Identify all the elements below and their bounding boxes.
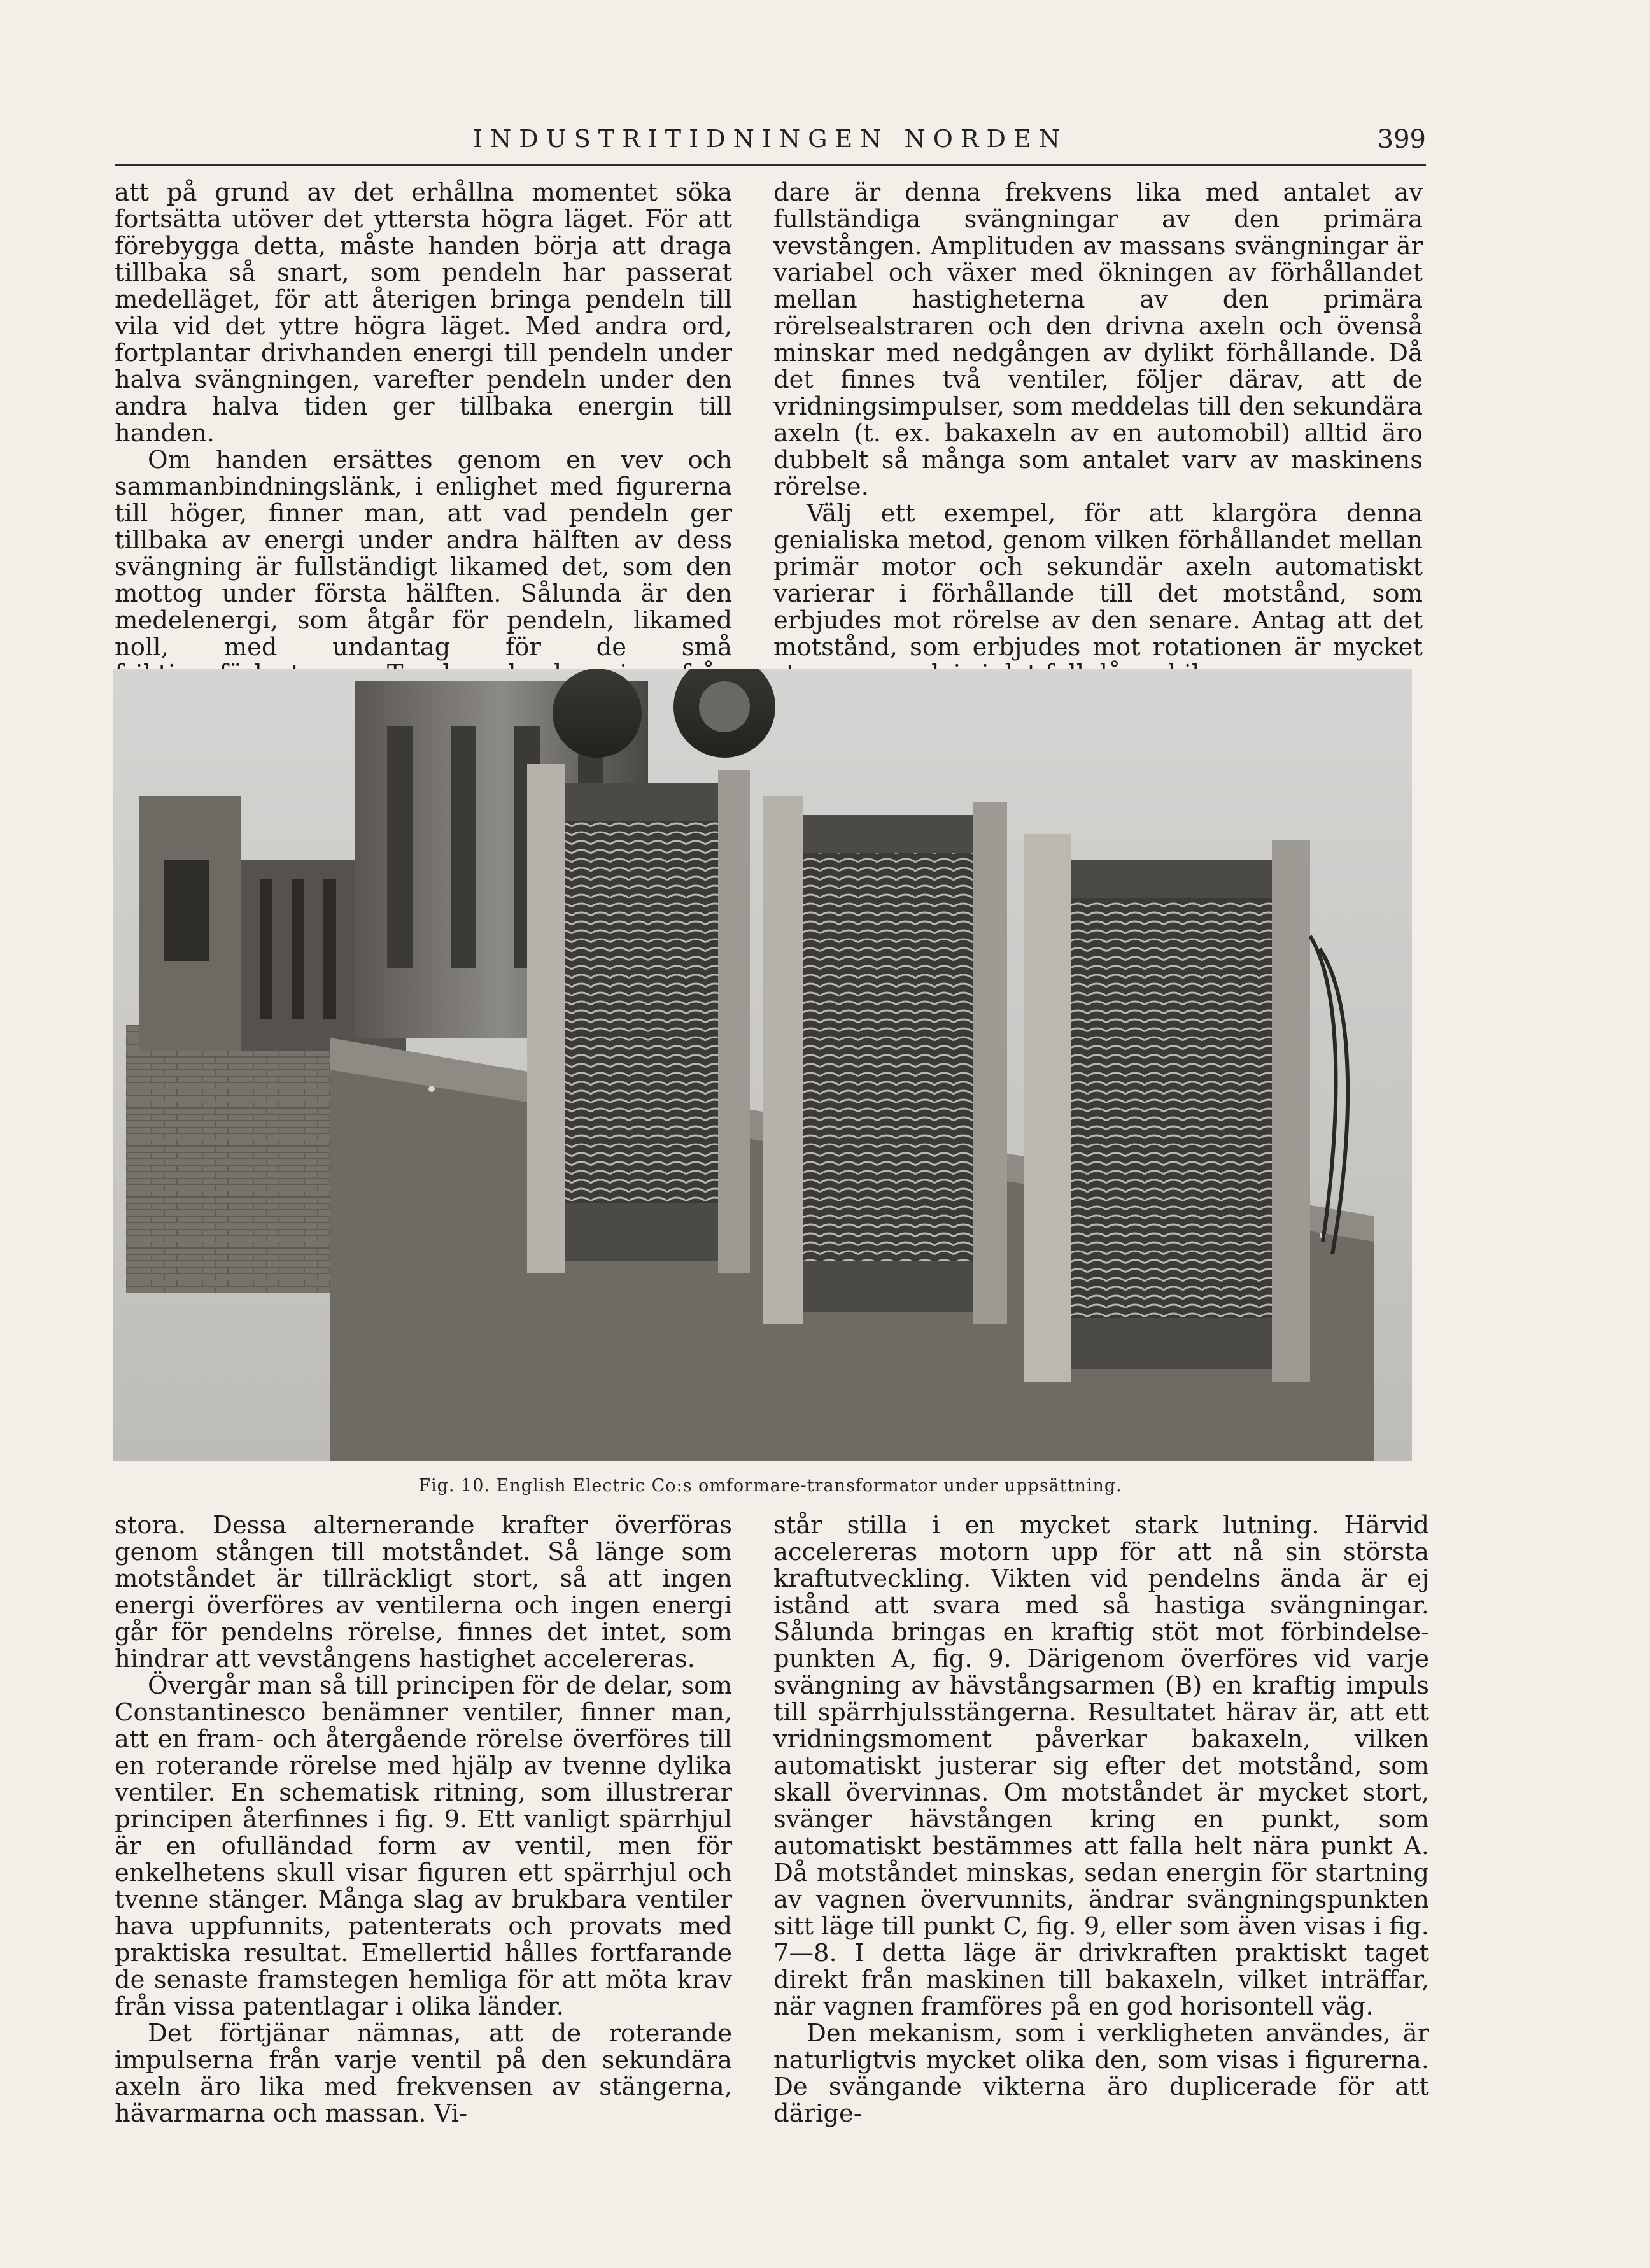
bottom-left-column [115, 1512, 732, 2127]
journal-title: INDUSTRITIDNINGEN NORDEN [473, 125, 1068, 153]
paragraph: Om handen ersättes genom en vev och sammanbindningslänk, i enlighet med figurerna till höger, finner man, att vad pendeln ger tillbaka av energi under andra hälften av dess svängning är fullständigt likamed det, som den mottog under första hälften. Sålunda är den medelenergi, som åtgår för pendeln, likamed noll, med undantag för de små [115, 446, 732, 662]
page-number: 399 [1377, 125, 1426, 154]
paragraph: dare är denna frekvens lika med antalet av fullständiga svängningar av den primära vevstången. Amplituden av massans svängningar är variabel och växer med ökningen av förhållandet mellan hastigheterna av den primära rörelsealstraren och den drivna axeln och övenså minskar med nedgången av dylikt förhållande. Då det finnes två ventiler, följer därav, att de vridningsimpulser, som meddelas till den sekundära axeln (t. ex. bakaxeln av en automobil) alltid äro dubbelt så många som antalet varv av maskinens rörelse. [773, 178, 1423, 501]
header-rule [115, 164, 1426, 166]
paragraph: Välj ett exempel, för att klargöra denna genialiska metod, genom vilken förhållandet mellan primär motor och sekundär axeln automatiskt varierar i förhållande till det motstånd, som erbjudes mot rörelse av den senare. Antag att det motstånd, som erbjudes mot rotationen är mycket [773, 499, 1423, 662]
top-right-column [773, 180, 1423, 688]
paragraph: att på grund av det erhållna momentet söka fortsätta utöver det yttersta högra läget. För att förebygga detta, måste handen börja att draga tillbaka så snart, som pendeln har passerat medelläget, för att återigen bringa pendeln till vila vid det yttre högra läget. Med andra ord, fortplantar drivhanden energi till pendeln under halva svängningen, varefter pendeln under den andra halva tiden ger tillbaka energin till handen. [115, 178, 732, 448]
figure-caption: Fig. 10. English Electric Co:s omformare-transformator under uppsättning. [418, 1476, 1122, 1496]
bottom-right-column [773, 1512, 1429, 2127]
paragraph: Det förtjänar nämnas, att de roterande impulserna från varje ventil på den sekundära axeln äro lika med frekvensen av stängerna, hävarmarna och massan. Vi- [115, 2019, 732, 2128]
paragraph: stora. Dessa alternerande krafter överföras genom stången till motståndet. Så länge som motståndet är tillräckligt stort, så att ingen energi överföres av ventilerna och ingen energi går för pendelns rörelse, finnes det intet, som hindrar att vevstångens hastighet accelereras. [115, 1511, 732, 1673]
paragraph: Övergår man så till principen för de delar, som Constantinesco benämner ventiler, finner man, att en fram- och återgående rörelse överföres till en roterande rörelse med hjälp av tvenne dylika ventiler. En schematisk ritning, som illustrerar principen återfinnes i fig. 9. Ett vanligt spärrhjul är en ofulländad form av ventil, men för enkelhetens skull visar figuren ett spärrhjul och tvenne stänger. Många slag av brukbara ventiler hava uppfunnits, patenterats och provats med praktiska resultat. Emellertid hålles fortfarande de senaste framstegen hemliga för att möta krav från vissa patentlagar i olika länder. [115, 1671, 732, 2021]
paragraph: Den mekanism, som i verkligheten användes, är naturligtvis mycket olika den, som visas i figurerna. De svängande vikterna äro duplicerade för att därige- [773, 2019, 1429, 2128]
top-left-column [115, 180, 732, 714]
machine-photograph [113, 669, 1412, 1461]
running-header [115, 125, 1426, 169]
paragraph: står stilla i en mycket stark lutning. Härvid accelereras motorn upp för att nå sin största kraftutveckling. Vikten vid pendelns ända är ej istånd att svara med så hastiga svängningar. Sålunda bringas en kraftig stöt mot förbindelse-punkten A, fig. 9. Därigenom överföres vid varje svängning av hävstångsarmen (B) en kraftig impuls till spärrhjulsstängerna. Resultatet härav är, att ett vridningsmoment påverkar bakaxeln, vilken automatiskt justerar sig efter det motstånd, som skall övervinnas. Om motståndet är mycket stort, svänger hävstången kring en punkt, som automatiskt bestämmes att falla helt nära punkt A. Då motståndet minskas, sedan energin för startning av vagnen övervunnits, ändrar svängningspunkten sitt läge till punkt C, fig. 9, eller som även visas i fig. 7—8. I detta läge är drivkraften praktiskt taget direkt från maskinen till bakaxeln, vilket inträffar, när vagnen framföres på en god horisontell väg. [773, 1511, 1429, 2021]
